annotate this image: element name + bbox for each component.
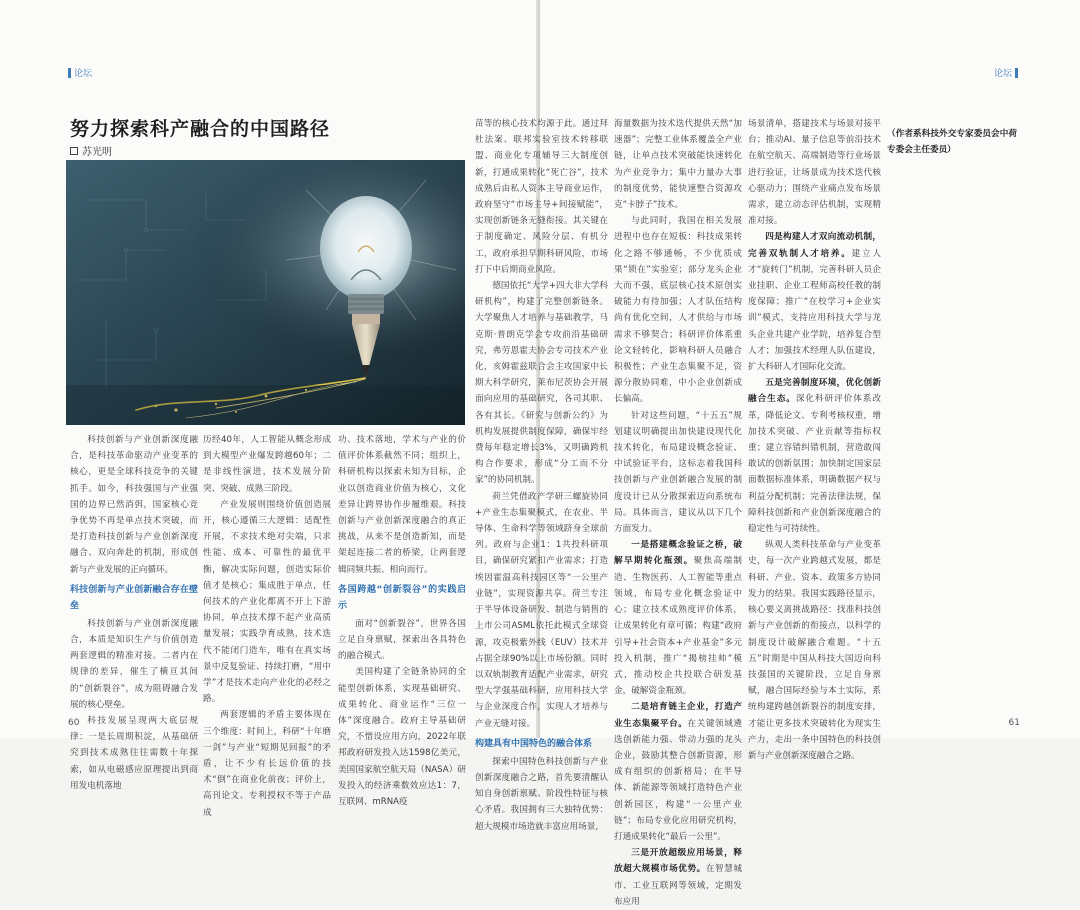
author-line [70,143,112,158]
section-heading: 各国跨越“创新裂谷”的实践启示 [338,584,466,611]
body-paragraph [614,845,742,910]
body-paragraph [748,229,881,375]
body-paragraph: 功、技术落地，学术与产业的价值评价体系截然不同；组织上，科研机构以探索未知为目标，企业以创造商业价值为核心，文化差异让跨界协作步履维艰。科技创新与产业创新深度融合的真正挑战，从来不是创造新知，而是架起连接二者的桥梁，让两套逻辑同频共振、相向而行。 [338,435,466,575]
body-paragraph: 历经40年，人工智能从概念形成到大模型产业爆发跨越60年；二是非线性演进，技术发展分阶突、突破、成熟三阶段。 [203,435,331,494]
body-paragraph: 与此同时，我国在相关发展进程中也存在短板：科技成果转化之路不够通畅，不少优质成果“锁在”实验室；部分龙头企业大而不强，底层核心技术原创实破能力有待加强；人才队伍结构尚有优化空间，人才供给与市场需求不够契合；科研评价体系重论文轻转化，影响科研人员融合积极性；产业生态集聚不足，资源分散协同难，中小企业创新成长偏高。 [614,216,742,405]
lightbulb-pencil-illustration [66,160,465,425]
body-paragraph [748,375,881,537]
body-paragraph: 针对这些问题，“十五五”规划建议明确提出加快建设现代化技术转化，布局建设概念验证、中试验证平台，这标志着我国科技创新与产业创新融合发展的制度设计已从分散探索迈向系统布局。具体而言，建议从以下几个方面发力。 [614,410,742,535]
body-paragraph [614,699,742,845]
body-paragraph: 苗等的核心技术均源于此。通过拜杜法案、联邦实验室技术转移联盟、商业化专项辅导三大制度创新，打通成果转化“死亡谷”，技术成熟后由私人资本主导商业运作，政府坚守“市场主导+间接赋能”，实现创新链条无缝衔接。其关键在于制度确定、风险分层、有机分工，政府承担早期科研风险，市场打下中后期商业风险。 [475,119,608,275]
body-paragraph: 纵观人类科技革命与产业变革史，每一次产业跨越式发展，都是科研、产业、资本、政策多方协同发力的结果。我国实践路径显示，核心要义离挑战路径：找准科技创新与产业创新的衔接点，以科学的制度设计破解融合难题。“十五五”时期是中国从科技大国迈向科技强国的关键阶段，立足自身禀赋，融合国际经验与本土实际，系统构建跨越创新裂谷的制度安排，才能让更多技术突破转化为现实生产力，走出一条中国特色的科技创新与产业创新深度融合之路。 [748,540,881,761]
body-paragraph: 科技创新与产业创新深度融合，本质是知识生产与价值创造两套逻辑的精准对接。二者内在规律的差异，催生了横亘其间的“创新裂谷”，成为阻碍融合发展的核心壁垒。 [70,618,198,710]
author-box-icon [70,147,78,155]
body-paragraph: 两套逻辑的矛盾主要体现在三个维度：时间上，科研“十年磨一剑”与产业“短期见回报”的矛盾，让不少有长远价值的技术“倒”在商业化前夜；评价上，高刊论文、专利授权不等于产品成 [203,710,331,818]
author-footnote: （作者系科技外交专家委员会中荷专委会主任委员） [887,129,1017,156]
body-paragraph: 科技发展呈现两大底层规律：一是长周期积淀，从基础研究到技术成熟往往需数十年探索，如从电磁感应原理提出到商用发电机落地 [70,716,198,791]
page-number-right: 61 [1008,718,1020,728]
section-marker-icon [68,68,71,78]
body-column-5 [614,116,742,907]
body-paragraph: 面对“创新裂谷”，世界各国立足自身禀赋，探索出各具特色的融合模式。 [338,618,466,662]
paragraph-body: 在关键领域遴选创新能力强、带动力强的龙头企业，鼓励其整合创新资源，形成有组织的创新格局；在半导体、新能源等领域打造特色产业创新园区，构建“一公里产业链”；布局专业化应用研究机构，打通成果转化“最后一公里”。 [614,718,742,842]
lead-sentence: 二是培育链主企业，打造产业生态集聚平台。 [614,702,742,729]
page-number-left: 60 [68,718,80,728]
body-column-7 [887,116,1017,706]
section-heading: 构建具有中国特色的融合体系 [475,738,593,749]
body-paragraph: 美国构建了全链条协同的全能型创新体系，实现基础研究、成果转化、商业运作“三位一体”深度融合。政府主导基础研究，不惜设应用方向，2022年联邦政府研发投入达1598亿美元，美国国家航空航天局（NASA）研发投入的经济乘数效应达1：7，互联网、mRNA疫 [338,667,466,808]
paragraph-body: 深化科研评价体系改革，降低论文、专利考核权重，增加技术突破、产业贡献等指标权重；建立容错纠错机制，营造敢闯敢试的创新氛围；加快制定国家层面数据标准体系，明确数据产权与利益分配机制；完善法律法规，保障科技创新和产业创新深度融合的稳定性与可持续性。 [748,394,881,535]
section-tag-label: 论坛 [993,69,1012,79]
body-paragraph: 荷兰凭借政产学研三螺旋协同+产业生态集聚模式，在农业、半导体、生命科学等领域跻身全球前列。政府与企业1：1共投科研项目，确保研究紧扣产业需求；打造埃因霍温高科技园区等“一公里产业链”，实现资源共享。荷兰专注于半导体设备研发、制造与销售的上市公司ASML依托此模式全球资源，攻克极紫外线（EUV）技术并占据全球90%以上市场份额。同时以双轨制教育适配产业需求，研究型大学强基础科研，应用科技大学与企业深度合作，实现人才培养与产业无缝对接。 [475,491,608,729]
section-tag-right [994,66,1018,79]
body-paragraph: 德国依托“大学+四大非大学科研机构”，构建了完整创新链条。大学聚焦人才培养与基础教学，马克斯·普朗克学会专攻前沿基础研究，弗劳恩霍夫协会专司技术产业化，亥姆霍兹联合会主攻国家中长期大科学研究，莱布尼茨协会开展面向应用的基础研究，各司其职、各有其长。《研究与创新公约》为机构发展提供制度保障，确保牢经费每年稳定增长3%，又明确跨机构合作要求，形成“分工而不分家”的协同机制。 [475,281,608,486]
author-name: 苏光明 [82,147,112,158]
hero-image [66,160,465,425]
body-column-2 [203,432,331,818]
article-title: 努力探索科产融合的中国路径 [70,118,331,140]
lead-sentence: 三是开放超级应用场景，释放超大规模市场优势。 [614,848,742,875]
paragraph-body: 聚焦高端制造、生物医药、人工智能等重点领域，布局专业化概念验证中心；建立技术成熟度评价体系，让成果转化有章可循；构建“政府引导+社会资本+产业基金”多元投入机制，推广“揭榜挂帅”模式，推动校企共投联合研发基金，破解资金瓶颈。 [614,556,742,697]
paragraph-body: 建立人才“旋转门”机制，完善科研人员企业挂职、企业工程师高校任教的制度保障；推广“在校学习+企业实训”模式，支持应用科技大学与龙头企业共建产业学院，培养复合型人才；加强技术经理人队伍建设，扩大科研人才国际化交流。 [748,248,881,373]
lead-sentence: 五是完善制度环境，优化创新融合生态。 [748,378,881,405]
section-heading: 科技创新与产业创新融合存在壁垒 [70,584,198,611]
body-column-4 [475,116,608,832]
section-tag-label: 论坛 [74,69,93,79]
body-paragraph: 海量数据为技术迭代提供天然“加速器”；完整工业体系覆盖全产业链，让单点技术突破能快速转化为产业竞争力；集中力量办大事的制度优势，能快速整合资源攻克“卡脖子”技术。 [614,119,742,211]
paragraph-body: 在智慧城市、工业互联网等领域，定期发布应用 [614,864,742,907]
body-paragraph: 场景清单，搭建技术与场景对接平台；推动AI、量子信息等前沿技术在航空航天、高端制造等行业场景进行验证，让场景成为技术迭代核心驱动力；围绕产业痛点发布场景需求，建立动态评估机制，实现精准对接。 [748,119,881,227]
body-paragraph: 科技创新与产业创新深度融合，是科技革命驱动产业变革的核心，更是全球科技竞争的关键抓手。如今，科技强国与产业强国的边界已然消弭，国家核心竞争优势不再是单点技术突破，而是打造科技创新与产业创新深度融合、双向奔赴的机制，形成创新与产业发展的正向循环。 [70,435,198,575]
section-marker-icon [1015,68,1018,78]
lead-sentence: 四是构建人才双向流动机制，完善双轨制人才培养。 [748,232,881,259]
section-tag-left [68,66,92,79]
body-paragraph: 探索中国特色科技创新与产业创新深度融合之路，首先要清醒认知自身创新禀赋、阶段性特征与核心矛盾。我国拥有三大独特优势：超大规模市场造就丰富应用场景， [475,756,608,832]
lead-sentence: 一是搭建概念验证之桥，破解早期转化瓶颈。 [614,540,742,567]
body-paragraph [614,537,742,699]
body-column-3 [338,432,466,808]
body-column-6 [748,116,881,761]
body-paragraph: 产业发展则围绕价值创造展开，核心遵循三大逻辑：适配性开展，不求技术绝对尖端，只求性能、成本、可靠性的最优平衡，解决实际问题，创造实际价值才是核心；集成胜于单点，任何技术的产业化都离不开上下游协同，单点技术撑不起产业高质量发展；实践孕育成熟，技术迭代不能闭门造车，唯有在真实场景中反复验证、持续打磨，“用中学”才是技术走向产业化的必经之路。 [203,499,331,705]
